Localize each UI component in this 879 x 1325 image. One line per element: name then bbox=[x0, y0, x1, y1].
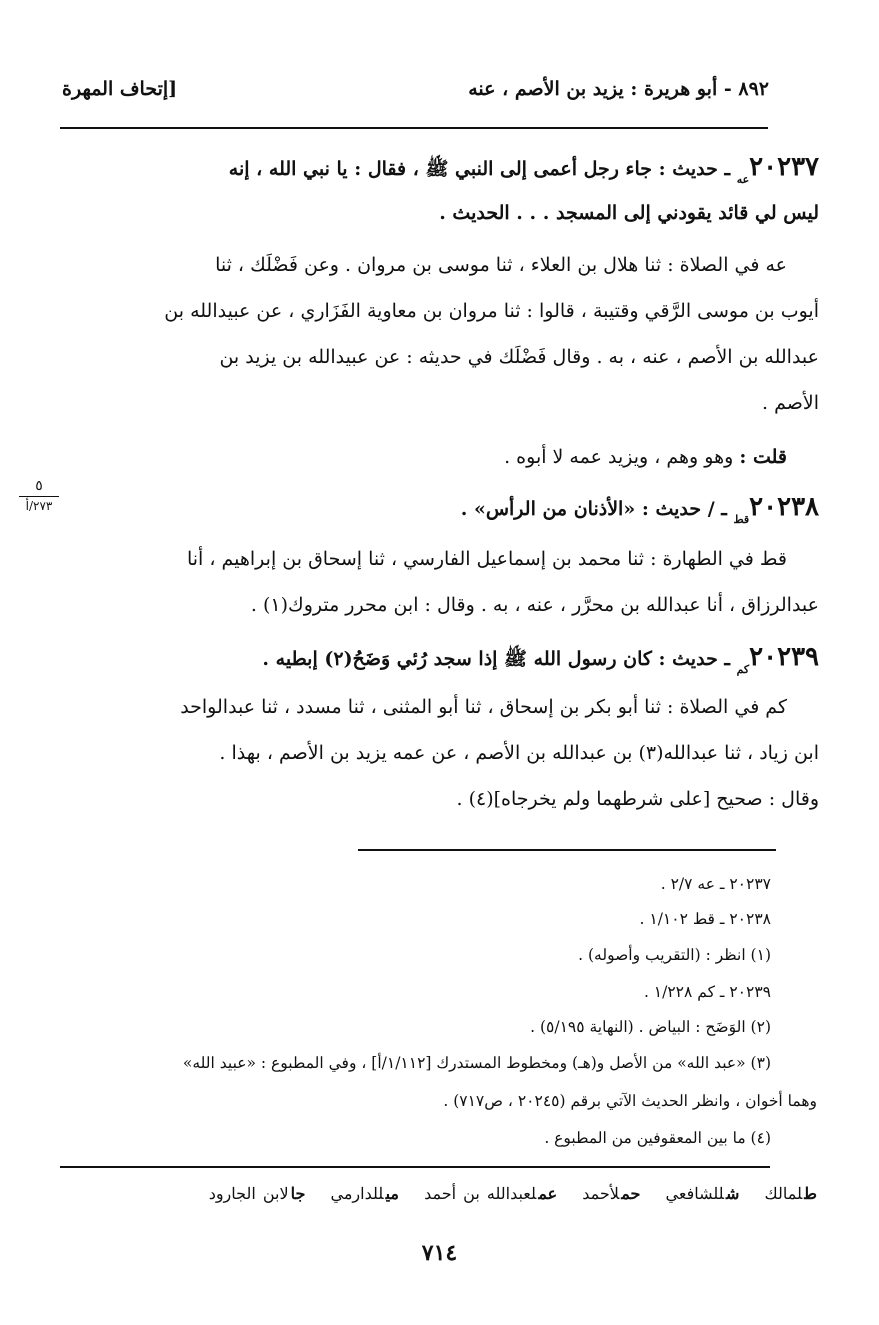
margin-note-top: ٥ bbox=[35, 478, 43, 494]
hadith-entry-20237-line-1: $٢٠٢٣٧_{عه}$ ـ حديث : جاء رجل أعمى إلى النبي ﷺ ، فقال : يا نبي الله ، إنه bbox=[228, 152, 819, 186]
running-header-book: [إتحاف المهرة bbox=[62, 78, 178, 100]
legend-item: طلمالك bbox=[764, 1184, 817, 1203]
footnote: (٤) ما بين المعقوفين من المطبوع . bbox=[544, 1129, 771, 1147]
footnote: وهما أخوان ، وانظر الحديث الآتي برقم (٢٠٢٤٥ ، ص٧١٧) . bbox=[443, 1092, 817, 1110]
legend-item: حملأحمد bbox=[582, 1184, 641, 1203]
hadith-entry-20239: $٢٠٢٣٩_{كم}$ ـ حديث : كان رسول الله ﷺ إذا سجد رُئي وَضَحُ(٢) إبطيه . bbox=[262, 642, 819, 676]
running-header-chapter: ٨٩٢ - أبو هريرة : يزيد بن الأصم ، عنه bbox=[468, 78, 769, 100]
footnote: (٢) الوَضَح : البياض . (النهاية ٥/١٩٥) . bbox=[530, 1018, 771, 1036]
source-line: عبدالرزاق ، أنا عبدالله بن محرَّر ، عنه ، به . وقال : ابن محرر متروك(١) . bbox=[250, 594, 819, 616]
legend-rule bbox=[60, 1166, 770, 1168]
header-rule bbox=[60, 127, 768, 129]
source-line: عبدالله بن الأصم ، عنه ، به . وقال فَضْلَك في حديثه : عن عبيدالله بن يزيد بن bbox=[219, 346, 819, 368]
legend-item: شللشافعي bbox=[665, 1184, 740, 1203]
footnote-rule bbox=[358, 849, 776, 851]
hadith-number: ٢٠٢٣٩ bbox=[749, 642, 819, 672]
editor-note: قلت : وهو وهم ، ويزيد عمه لا أبوه . bbox=[504, 446, 787, 468]
source-line: أيوب بن موسى الرَّقي وقتيبة ، قالوا : ثنا مروان بن معاوية الفَزَاري ، عن عبيدالله بن bbox=[164, 300, 819, 322]
hadith-entry-20237-line-2: ليس لي قائد يقودني إلى المسجد . . . الحديث . bbox=[439, 202, 819, 224]
source-line: كم في الصلاة : ثنا أبو بكر بن إسحاق ، ثنا أبو المثنى ، ثنا مسدد ، ثنا عبدالواحد bbox=[180, 696, 787, 718]
source-line: قط في الطهارة : ثنا محمد بن إسماعيل الفارسي ، ثنا إسحاق بن إبراهيم ، أنا bbox=[186, 548, 787, 570]
hadith-entry-20238: $٢٠٢٣٨_{قط}$ ـ / حديث : «الأذنان من الرأس» . bbox=[460, 492, 819, 526]
source-line: وقال : صحيح [على شرطهما ولم يخرجاه](٤) . bbox=[456, 788, 819, 810]
footnote: ٢٠٢٣٩ ـ كم ١/٢٢٨ . bbox=[643, 983, 771, 1001]
margin-note-bottom: ٢٧٣/أ bbox=[19, 496, 59, 513]
legend-item: ميللدارمي bbox=[330, 1184, 399, 1203]
editor-note-label: قلت : bbox=[739, 446, 787, 468]
margin-note bbox=[19, 478, 59, 513]
source-line: عه في الصلاة : ثنا هلال بن العلاء ، ثنا موسى بن مروان . وعن فَضْلَك ، ثنا bbox=[215, 254, 787, 276]
footnote: ٢٠٢٣٧ ـ عه ٢/٧ . bbox=[660, 875, 771, 893]
legend-item: عملعبدالله بن أحمد bbox=[424, 1184, 558, 1203]
footnote: (١) انظر : (التقريب وأصوله) . bbox=[578, 946, 771, 964]
abbreviation-legend bbox=[57, 1184, 817, 1203]
source-line: الأصم . bbox=[762, 392, 819, 414]
page-number: ٧١٤ bbox=[421, 1240, 458, 1266]
legend-item: جالابن الجارود bbox=[208, 1184, 306, 1203]
hadith-siglum: عه bbox=[736, 173, 750, 186]
hadith-siglum: قط bbox=[733, 513, 750, 526]
footnote: ٢٠٢٣٨ ـ قط ١/١٠٢ . bbox=[639, 910, 771, 928]
hadith-siglum: كم bbox=[736, 663, 750, 676]
footnote: (٣) «عبد الله» من الأصل و(هـ) ومخطوط المستدرك [١/١١٢/أ] ، وفي المطبوع : «عبيد الله» bbox=[182, 1054, 771, 1072]
source-line: ابن زياد ، ثنا عبدالله(٣) بن عبدالله بن الأصم ، عن عمه يزيد بن الأصم ، بهذا . bbox=[219, 742, 819, 764]
hadith-number: ٢٠٢٣٧ bbox=[749, 152, 819, 182]
hadith-number: ٢٠٢٣٨ bbox=[749, 492, 819, 522]
